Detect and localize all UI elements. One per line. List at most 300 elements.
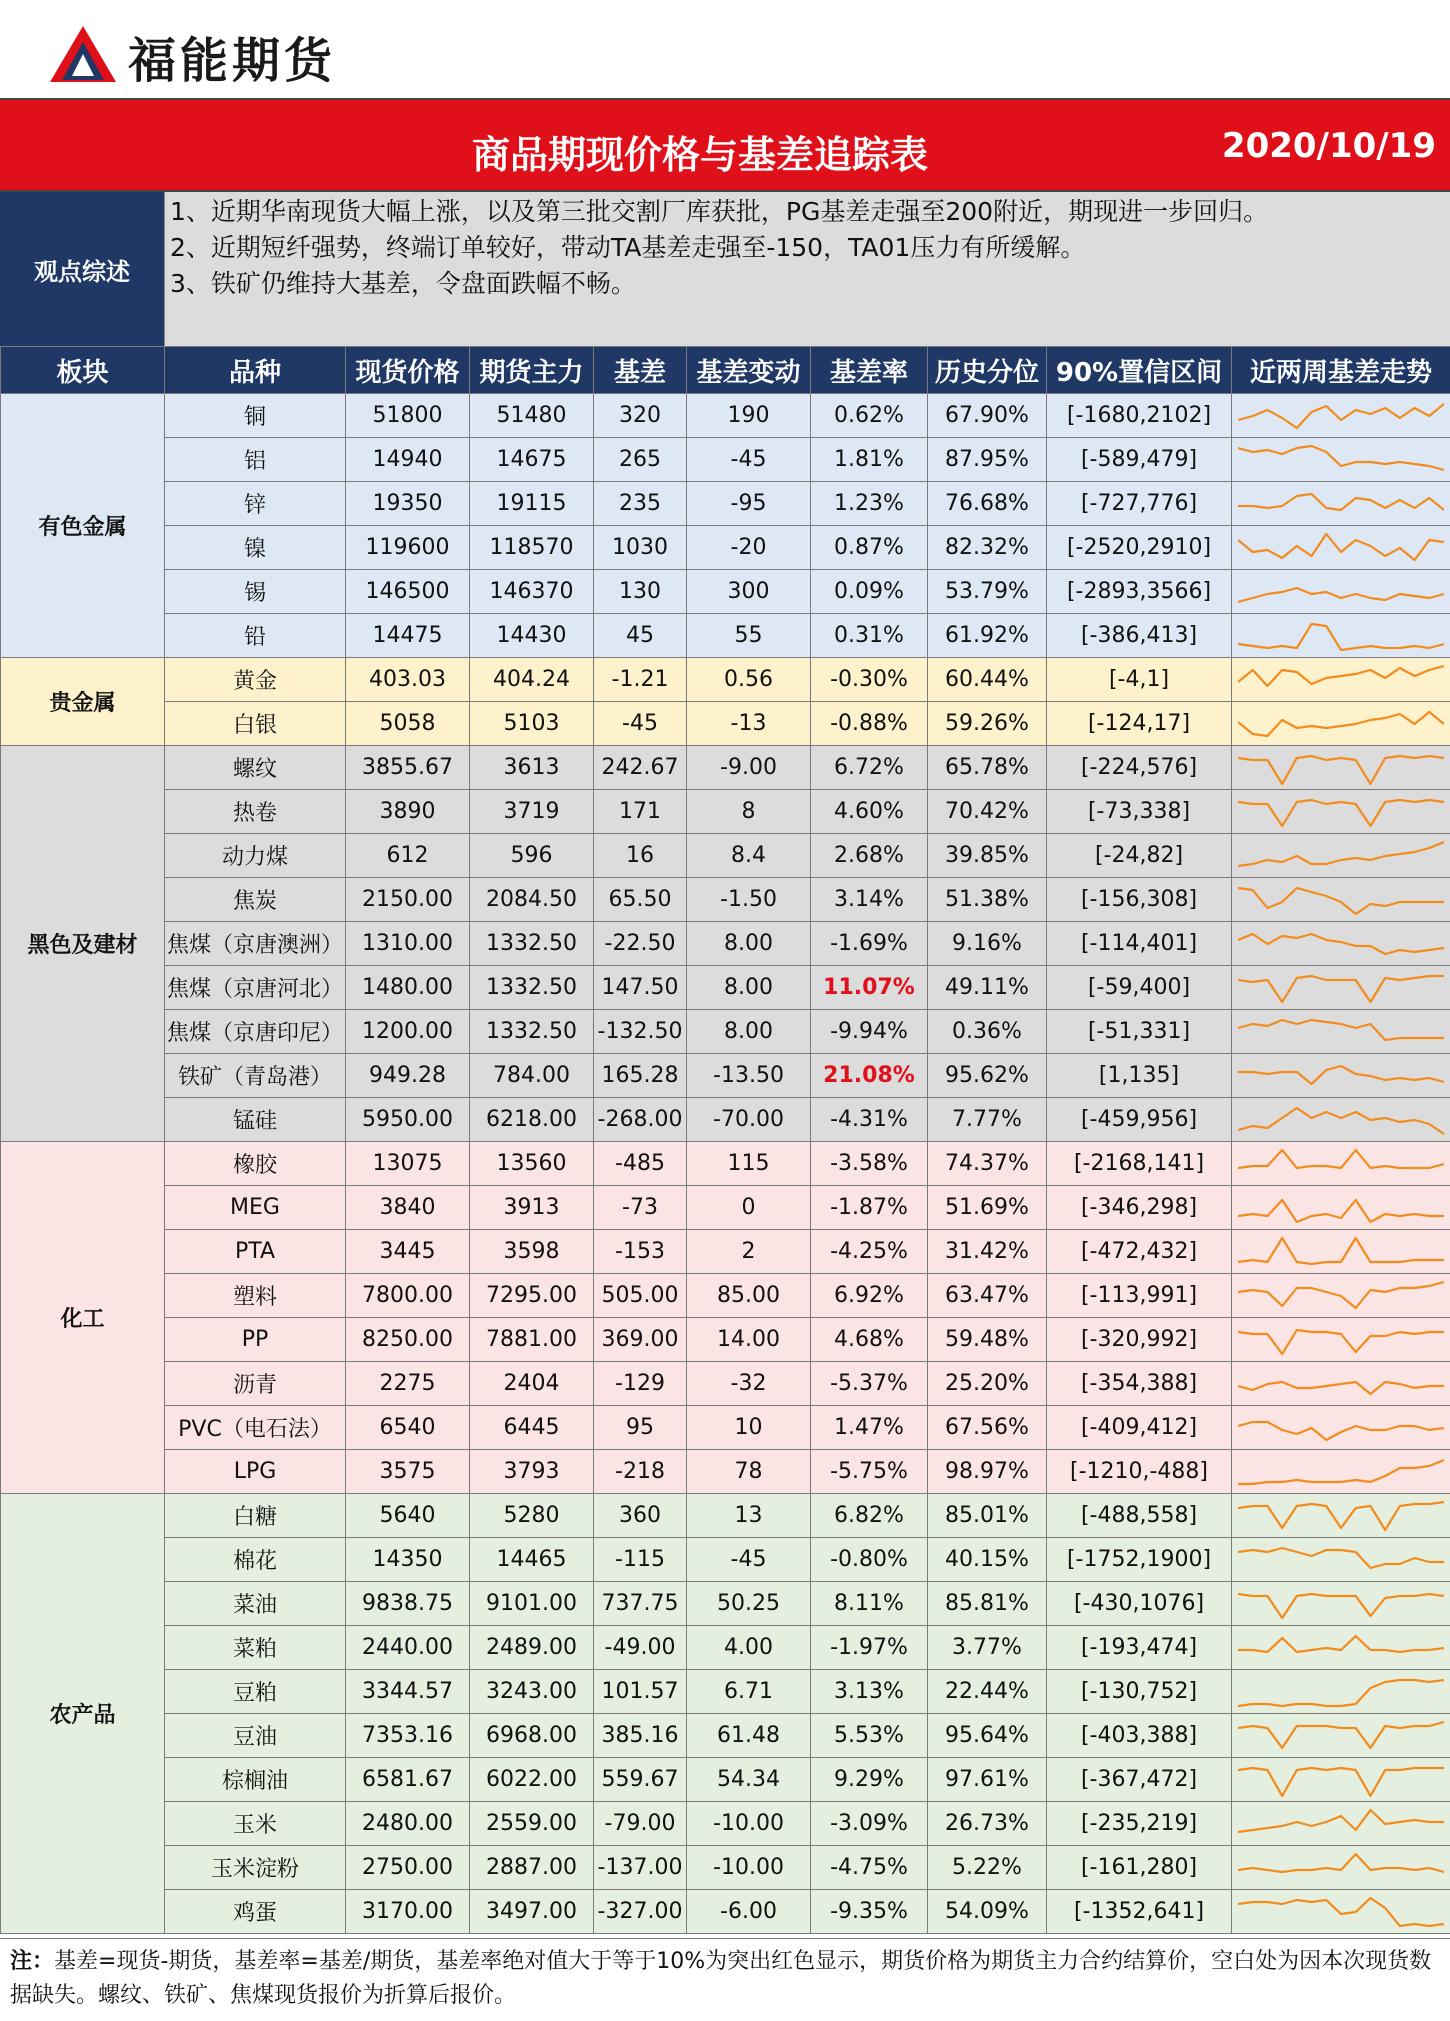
spot-price-cell: 19350 xyxy=(346,482,470,526)
percentile-cell: 51.69% xyxy=(928,1186,1047,1230)
trend-sparkline-cell xyxy=(1232,1054,1450,1098)
basis-cell: -129 xyxy=(594,1362,687,1406)
table-row xyxy=(1,1230,1450,1274)
percentile-cell: 7.77% xyxy=(928,1098,1047,1142)
basis-change-cell: -20 xyxy=(687,526,811,570)
sector-cell: 贵金属 xyxy=(1,658,165,746)
summary-line: 3、铁矿仍维持大基差，令盘面跌幅不畅。 xyxy=(170,269,636,298)
sparkline-path xyxy=(1238,666,1444,686)
basis-change-cell: 78 xyxy=(687,1450,811,1494)
column-header-spot: 现货价格 xyxy=(346,347,470,394)
table-row xyxy=(1,1538,1450,1582)
futures-price-cell: 5103 xyxy=(470,702,594,746)
spot-price-cell: 14940 xyxy=(346,438,470,482)
futures-price-cell: 146370 xyxy=(470,570,594,614)
table-row xyxy=(1,878,1450,922)
basis-change-cell: -70.00 xyxy=(687,1098,811,1142)
sparkline-path xyxy=(1238,842,1444,866)
basis-cell: -218 xyxy=(594,1450,687,1494)
confidence-interval-cell: [-51,331] xyxy=(1047,1010,1232,1054)
percentile-cell: 59.26% xyxy=(928,702,1047,746)
item-cell: 铝 xyxy=(165,438,346,482)
trend-sparkline-cell xyxy=(1232,922,1450,966)
futures-price-cell: 118570 xyxy=(470,526,594,570)
basis-change-cell: -6.00 xyxy=(687,1890,811,1934)
basis-cell: -132.50 xyxy=(594,1010,687,1054)
item-cell: 豆粕 xyxy=(165,1670,346,1714)
spot-price-cell: 6540 xyxy=(346,1406,470,1450)
item-cell: 镍 xyxy=(165,526,346,570)
percentile-cell: 76.68% xyxy=(928,482,1047,526)
basis-rate-cell: 11.07% xyxy=(811,966,928,1010)
table-row xyxy=(1,570,1450,614)
basis-cell: 45 xyxy=(594,614,687,658)
table-header-row xyxy=(1,347,1450,394)
trend-sparkline-cell xyxy=(1232,482,1450,526)
item-cell: 锰硅 xyxy=(165,1098,346,1142)
item-cell: 菜油 xyxy=(165,1582,346,1626)
basis-rate-cell: -3.58% xyxy=(811,1142,928,1186)
basis-rate-cell: -9.94% xyxy=(811,1010,928,1054)
percentile-cell: 0.36% xyxy=(928,1010,1047,1054)
futures-price-cell: 6218.00 xyxy=(470,1098,594,1142)
table-row xyxy=(1,1406,1450,1450)
report-date: 2020/10/19 xyxy=(1221,126,1436,166)
spot-price-cell: 3445 xyxy=(346,1230,470,1274)
basis-cell: 265 xyxy=(594,438,687,482)
basis-change-cell: -1.50 xyxy=(687,878,811,922)
table-row xyxy=(1,1890,1450,1934)
trend-sparkline-cell xyxy=(1232,1846,1450,1890)
item-cell: 棉花 xyxy=(165,1538,346,1582)
confidence-interval-cell: [-24,82] xyxy=(1047,834,1232,878)
confidence-interval-cell: [-1210,-488] xyxy=(1047,1450,1232,1494)
basis-cell: -49.00 xyxy=(594,1626,687,1670)
basis-change-cell: 8.00 xyxy=(687,922,811,966)
spot-price-cell: 1480.00 xyxy=(346,966,470,1010)
percentile-cell: 85.01% xyxy=(928,1494,1047,1538)
trend-sparkline-cell xyxy=(1232,1406,1450,1450)
futures-price-cell: 13560 xyxy=(470,1142,594,1186)
basis-rate-cell: 1.81% xyxy=(811,438,928,482)
trend-sparkline xyxy=(1238,1760,1444,1800)
basis-change-cell: -95 xyxy=(687,482,811,526)
confidence-interval-cell: [-346,298] xyxy=(1047,1186,1232,1230)
table-row xyxy=(1,482,1450,526)
percentile-cell: 59.48% xyxy=(928,1318,1047,1362)
column-header-basis: 基差 xyxy=(594,347,687,394)
trend-sparkline xyxy=(1238,1672,1444,1712)
basis-rate-cell: 4.68% xyxy=(811,1318,928,1362)
trend-sparkline xyxy=(1238,704,1444,744)
trend-sparkline xyxy=(1238,1452,1444,1492)
futures-price-cell: 6968.00 xyxy=(470,1714,594,1758)
trend-sparkline-cell xyxy=(1232,438,1450,482)
confidence-interval-cell: [-2893,3566] xyxy=(1047,570,1232,614)
confidence-interval-cell: [-488,558] xyxy=(1047,1494,1232,1538)
basis-rate-cell: -5.37% xyxy=(811,1362,928,1406)
trend-sparkline-cell xyxy=(1232,746,1450,790)
column-header-item: 品种 xyxy=(165,347,346,394)
basis-change-cell: 300 xyxy=(687,570,811,614)
basis-rate-cell: 9.29% xyxy=(811,1758,928,1802)
confidence-interval-cell: [-1352,641] xyxy=(1047,1890,1232,1934)
basis-change-cell: 55 xyxy=(687,614,811,658)
column-header-percentile: 历史分位 xyxy=(928,347,1047,394)
trend-sparkline xyxy=(1238,440,1444,480)
basis-change-cell: 8.4 xyxy=(687,834,811,878)
percentile-cell: 53.79% xyxy=(928,570,1047,614)
trend-sparkline xyxy=(1238,1144,1444,1184)
trend-sparkline-cell xyxy=(1232,1890,1450,1934)
trend-sparkline-cell xyxy=(1232,1802,1450,1846)
trend-sparkline xyxy=(1238,792,1444,832)
basis-rate-cell: -5.75% xyxy=(811,1450,928,1494)
sparkline-path xyxy=(1238,404,1444,428)
percentile-cell: 95.62% xyxy=(928,1054,1047,1098)
confidence-interval-cell: [-161,280] xyxy=(1047,1846,1232,1890)
trend-sparkline-cell xyxy=(1232,1186,1450,1230)
futures-price-cell: 14675 xyxy=(470,438,594,482)
percentile-cell: 31.42% xyxy=(928,1230,1047,1274)
basis-change-cell: 85.00 xyxy=(687,1274,811,1318)
trend-sparkline xyxy=(1238,572,1444,612)
basis-change-cell: 61.48 xyxy=(687,1714,811,1758)
trend-sparkline xyxy=(1238,1848,1444,1888)
basis-cell: 242.67 xyxy=(594,746,687,790)
sparkline-path xyxy=(1238,1150,1444,1168)
table-row xyxy=(1,394,1450,438)
percentile-cell: 49.11% xyxy=(928,966,1047,1010)
spot-price-cell: 51800 xyxy=(346,394,470,438)
basis-change-cell: 10 xyxy=(687,1406,811,1450)
basis-cell: 147.50 xyxy=(594,966,687,1010)
futures-price-cell: 9101.00 xyxy=(470,1582,594,1626)
column-header-sector: 板块 xyxy=(1,347,165,394)
sparkline-path xyxy=(1238,534,1444,560)
table-row xyxy=(1,658,1450,702)
item-cell: 螺纹 xyxy=(165,746,346,790)
basis-change-cell: -45 xyxy=(687,1538,811,1582)
item-cell: 铅 xyxy=(165,614,346,658)
sparkline-path xyxy=(1238,1422,1444,1440)
trend-sparkline-cell xyxy=(1232,1010,1450,1054)
basis-change-cell: -9.00 xyxy=(687,746,811,790)
basis-rate-cell: 3.13% xyxy=(811,1670,928,1714)
confidence-interval-cell: [-124,17] xyxy=(1047,702,1232,746)
basis-cell: -79.00 xyxy=(594,1802,687,1846)
trend-sparkline-cell xyxy=(1232,834,1450,878)
item-cell: 焦炭 xyxy=(165,878,346,922)
basis-rate-cell: 21.08% xyxy=(811,1054,928,1098)
spot-price-cell: 6581.67 xyxy=(346,1758,470,1802)
sparkline-path xyxy=(1238,1066,1444,1084)
spot-price-cell: 2150.00 xyxy=(346,878,470,922)
trend-sparkline-cell xyxy=(1232,614,1450,658)
futures-price-cell: 3719 xyxy=(470,790,594,834)
item-cell: 橡胶 xyxy=(165,1142,346,1186)
basis-cell: -73 xyxy=(594,1186,687,1230)
basis-cell: -485 xyxy=(594,1142,687,1186)
table-row xyxy=(1,1802,1450,1846)
trend-sparkline xyxy=(1238,1276,1444,1316)
table-row xyxy=(1,1142,1450,1186)
basis-cell: 320 xyxy=(594,394,687,438)
futures-price-cell: 3598 xyxy=(470,1230,594,1274)
summary-label: 观点综述 xyxy=(0,192,165,346)
basis-rate-cell: 0.09% xyxy=(811,570,928,614)
basis-change-cell: 190 xyxy=(687,394,811,438)
item-cell: PVC（电石法） xyxy=(165,1406,346,1450)
column-header-basis-rate: 基差率 xyxy=(811,347,928,394)
basis-change-cell: 13 xyxy=(687,1494,811,1538)
basis-cell: -45 xyxy=(594,702,687,746)
column-header-basis-change: 基差变动 xyxy=(687,347,811,394)
trend-sparkline xyxy=(1238,1188,1444,1228)
sparkline-path xyxy=(1238,800,1444,826)
trend-sparkline-cell xyxy=(1232,658,1450,702)
spot-price-cell: 3170.00 xyxy=(346,1890,470,1934)
spot-price-cell: 3855.67 xyxy=(346,746,470,790)
sparkline-path xyxy=(1238,888,1444,914)
basis-cell: -115 xyxy=(594,1538,687,1582)
basis-rate-cell: 1.47% xyxy=(811,1406,928,1450)
basis-cell: 1030 xyxy=(594,526,687,570)
confidence-interval-cell: [-386,413] xyxy=(1047,614,1232,658)
percentile-cell: 3.77% xyxy=(928,1626,1047,1670)
trend-sparkline-cell xyxy=(1232,1626,1450,1670)
item-cell: 锌 xyxy=(165,482,346,526)
spot-price-cell: 3840 xyxy=(346,1186,470,1230)
confidence-interval-cell: [-193,474] xyxy=(1047,1626,1232,1670)
basis-rate-cell: 4.60% xyxy=(811,790,928,834)
confidence-interval-cell: [-156,308] xyxy=(1047,878,1232,922)
trend-sparkline xyxy=(1238,1804,1444,1844)
basis-cell: 16 xyxy=(594,834,687,878)
basis-change-cell: 4.00 xyxy=(687,1626,811,1670)
confidence-interval-cell: [-114,401] xyxy=(1047,922,1232,966)
trend-sparkline xyxy=(1238,924,1444,964)
trend-sparkline xyxy=(1238,396,1444,436)
table-row xyxy=(1,1582,1450,1626)
trend-sparkline-cell xyxy=(1232,790,1450,834)
basis-rate-cell: 0.31% xyxy=(811,614,928,658)
item-cell: 豆油 xyxy=(165,1714,346,1758)
spot-price-cell: 949.28 xyxy=(346,1054,470,1098)
percentile-cell: 97.61% xyxy=(928,1758,1047,1802)
percentile-cell: 82.32% xyxy=(928,526,1047,570)
table-row xyxy=(1,1846,1450,1890)
futures-price-cell: 2489.00 xyxy=(470,1626,594,1670)
footnote-label: 注： xyxy=(10,1949,55,1974)
basis-cell: 505.00 xyxy=(594,1274,687,1318)
basis-cell: 369.00 xyxy=(594,1318,687,1362)
trend-sparkline-cell xyxy=(1232,526,1450,570)
futures-price-cell: 404.24 xyxy=(470,658,594,702)
confidence-interval-cell: [-2168,141] xyxy=(1047,1142,1232,1186)
confidence-interval-cell: [-224,576] xyxy=(1047,746,1232,790)
basis-change-cell: 0.56 xyxy=(687,658,811,702)
item-cell: 沥青 xyxy=(165,1362,346,1406)
basis-change-cell: 8.00 xyxy=(687,966,811,1010)
percentile-cell: 98.97% xyxy=(928,1450,1047,1494)
basis-cell: -327.00 xyxy=(594,1890,687,1934)
trend-sparkline xyxy=(1238,660,1444,700)
sparkline-path xyxy=(1238,1680,1444,1706)
trend-sparkline xyxy=(1238,1100,1444,1140)
spot-price-cell: 2275 xyxy=(346,1362,470,1406)
spot-price-cell: 5058 xyxy=(346,702,470,746)
table-row xyxy=(1,438,1450,482)
trend-sparkline xyxy=(1238,1584,1444,1624)
spot-price-cell: 5950.00 xyxy=(346,1098,470,1142)
page-title: 商品期现价格与基差追踪表 xyxy=(471,133,928,177)
sector-cell: 有色金属 xyxy=(1,394,165,658)
item-cell: 锡 xyxy=(165,570,346,614)
basis-cell: 165.28 xyxy=(594,1054,687,1098)
basis-rate-cell: 0.62% xyxy=(811,394,928,438)
summary-line: 1、近期华南现货大幅上涨，以及第三批交割厂库获批，PG基差走强至200附近，期现进一步回归。 xyxy=(170,197,1269,226)
basis-rate-cell: 6.72% xyxy=(811,746,928,790)
confidence-interval-cell: [-4,1] xyxy=(1047,658,1232,702)
summary-section xyxy=(0,192,1450,347)
footnote xyxy=(0,1938,1450,2021)
futures-price-cell: 14430 xyxy=(470,614,594,658)
spot-price-cell: 2750.00 xyxy=(346,1846,470,1890)
basis-rate-cell: 6.92% xyxy=(811,1274,928,1318)
trend-sparkline-cell xyxy=(1232,1582,1450,1626)
table-row xyxy=(1,1274,1450,1318)
summary-line: 2、近期短纤强势，终端订单较好，带动TA基差走强至-150，TA01压力有所缓解。 xyxy=(170,233,1086,262)
futures-price-cell: 3613 xyxy=(470,746,594,790)
basis-rate-cell: -9.35% xyxy=(811,1890,928,1934)
table-row xyxy=(1,1054,1450,1098)
basis-rate-cell: 0.87% xyxy=(811,526,928,570)
basis-rate-cell: 8.11% xyxy=(811,1582,928,1626)
sparkline-path xyxy=(1238,712,1444,736)
trend-sparkline-cell xyxy=(1232,1318,1450,1362)
basis-change-cell: 115 xyxy=(687,1142,811,1186)
item-cell: 菜粕 xyxy=(165,1626,346,1670)
basis-change-cell: -10.00 xyxy=(687,1846,811,1890)
percentile-cell: 51.38% xyxy=(928,878,1047,922)
sparkline-path xyxy=(1238,588,1444,602)
spot-price-cell: 5640 xyxy=(346,1494,470,1538)
sparkline-path xyxy=(1238,1238,1444,1264)
percentile-cell: 22.44% xyxy=(928,1670,1047,1714)
trend-sparkline xyxy=(1238,1056,1444,1096)
percentile-cell: 9.16% xyxy=(928,922,1047,966)
spot-price-cell: 14350 xyxy=(346,1538,470,1582)
confidence-interval-cell: [-472,432] xyxy=(1047,1230,1232,1274)
confidence-interval-cell: [-73,338] xyxy=(1047,790,1232,834)
spot-price-cell: 1200.00 xyxy=(346,1010,470,1054)
trend-sparkline xyxy=(1238,748,1444,788)
confidence-interval-cell: [1,135] xyxy=(1047,1054,1232,1098)
percentile-cell: 67.56% xyxy=(928,1406,1047,1450)
item-cell: 热卷 xyxy=(165,790,346,834)
futures-price-cell: 1332.50 xyxy=(470,1010,594,1054)
spot-price-cell: 3890 xyxy=(346,790,470,834)
sparkline-path xyxy=(1238,976,1444,1002)
percentile-cell: 74.37% xyxy=(928,1142,1047,1186)
spot-price-cell: 7353.16 xyxy=(346,1714,470,1758)
table-row xyxy=(1,966,1450,1010)
table-row xyxy=(1,746,1450,790)
company-name: 福能期货 xyxy=(128,33,337,89)
sparkline-path xyxy=(1238,1282,1444,1308)
item-cell: 焦煤（京唐河北） xyxy=(165,966,346,1010)
confidence-interval-cell: [-113,991] xyxy=(1047,1274,1232,1318)
table-row xyxy=(1,1714,1450,1758)
table-row xyxy=(1,1362,1450,1406)
trend-sparkline xyxy=(1238,1496,1444,1536)
futures-price-cell: 1332.50 xyxy=(470,922,594,966)
confidence-interval-cell: [-130,752] xyxy=(1047,1670,1232,1714)
basis-cell: 235 xyxy=(594,482,687,526)
basis-cell: 101.57 xyxy=(594,1670,687,1714)
basis-change-cell: -13.50 xyxy=(687,1054,811,1098)
trend-sparkline-cell xyxy=(1232,1098,1450,1142)
basis-cell: -268.00 xyxy=(594,1098,687,1142)
table-row xyxy=(1,526,1450,570)
item-cell: LPG xyxy=(165,1450,346,1494)
sparkline-path xyxy=(1238,756,1444,784)
futures-price-cell: 1332.50 xyxy=(470,966,594,1010)
table-row xyxy=(1,614,1450,658)
sparkline-path xyxy=(1238,1594,1444,1618)
trend-sparkline-cell xyxy=(1232,1450,1450,1494)
futures-price-cell: 51480 xyxy=(470,394,594,438)
table-row xyxy=(1,1626,1450,1670)
confidence-interval-cell: [-367,472] xyxy=(1047,1758,1232,1802)
basis-rate-cell: 6.82% xyxy=(811,1494,928,1538)
sparkline-path xyxy=(1238,1460,1444,1484)
futures-price-cell: 2084.50 xyxy=(470,878,594,922)
percentile-cell: 65.78% xyxy=(928,746,1047,790)
basis-cell: -137.00 xyxy=(594,1846,687,1890)
sparkline-path xyxy=(1238,1722,1444,1748)
trend-sparkline xyxy=(1238,484,1444,524)
item-cell: 鸡蛋 xyxy=(165,1890,346,1934)
confidence-interval-cell: [-320,992] xyxy=(1047,1318,1232,1362)
sparkline-path xyxy=(1238,1330,1444,1354)
percentile-cell: 39.85% xyxy=(928,834,1047,878)
basis-rate-cell: -0.30% xyxy=(811,658,928,702)
basis-rate-cell: 3.14% xyxy=(811,878,928,922)
confidence-interval-cell: [-354,388] xyxy=(1047,1362,1232,1406)
basis-cell: 65.50 xyxy=(594,878,687,922)
trend-sparkline xyxy=(1238,968,1444,1008)
basis-rate-cell: -4.75% xyxy=(811,1846,928,1890)
trend-sparkline xyxy=(1238,1540,1444,1580)
title-bar xyxy=(0,98,1450,192)
spot-price-cell: 7800.00 xyxy=(346,1274,470,1318)
table-row xyxy=(1,1670,1450,1714)
item-cell: 白银 xyxy=(165,702,346,746)
table-row xyxy=(1,1318,1450,1362)
trend-sparkline xyxy=(1238,1320,1444,1360)
table-row xyxy=(1,1758,1450,1802)
spot-price-cell: 2440.00 xyxy=(346,1626,470,1670)
trend-sparkline-cell xyxy=(1232,1142,1450,1186)
confidence-interval-cell: [-235,219] xyxy=(1047,1802,1232,1846)
confidence-interval-cell: [-589,479] xyxy=(1047,438,1232,482)
item-cell: 焦煤（京唐澳洲） xyxy=(165,922,346,966)
basis-table xyxy=(0,346,1450,1934)
spot-price-cell: 119600 xyxy=(346,526,470,570)
trend-sparkline xyxy=(1238,1232,1444,1272)
